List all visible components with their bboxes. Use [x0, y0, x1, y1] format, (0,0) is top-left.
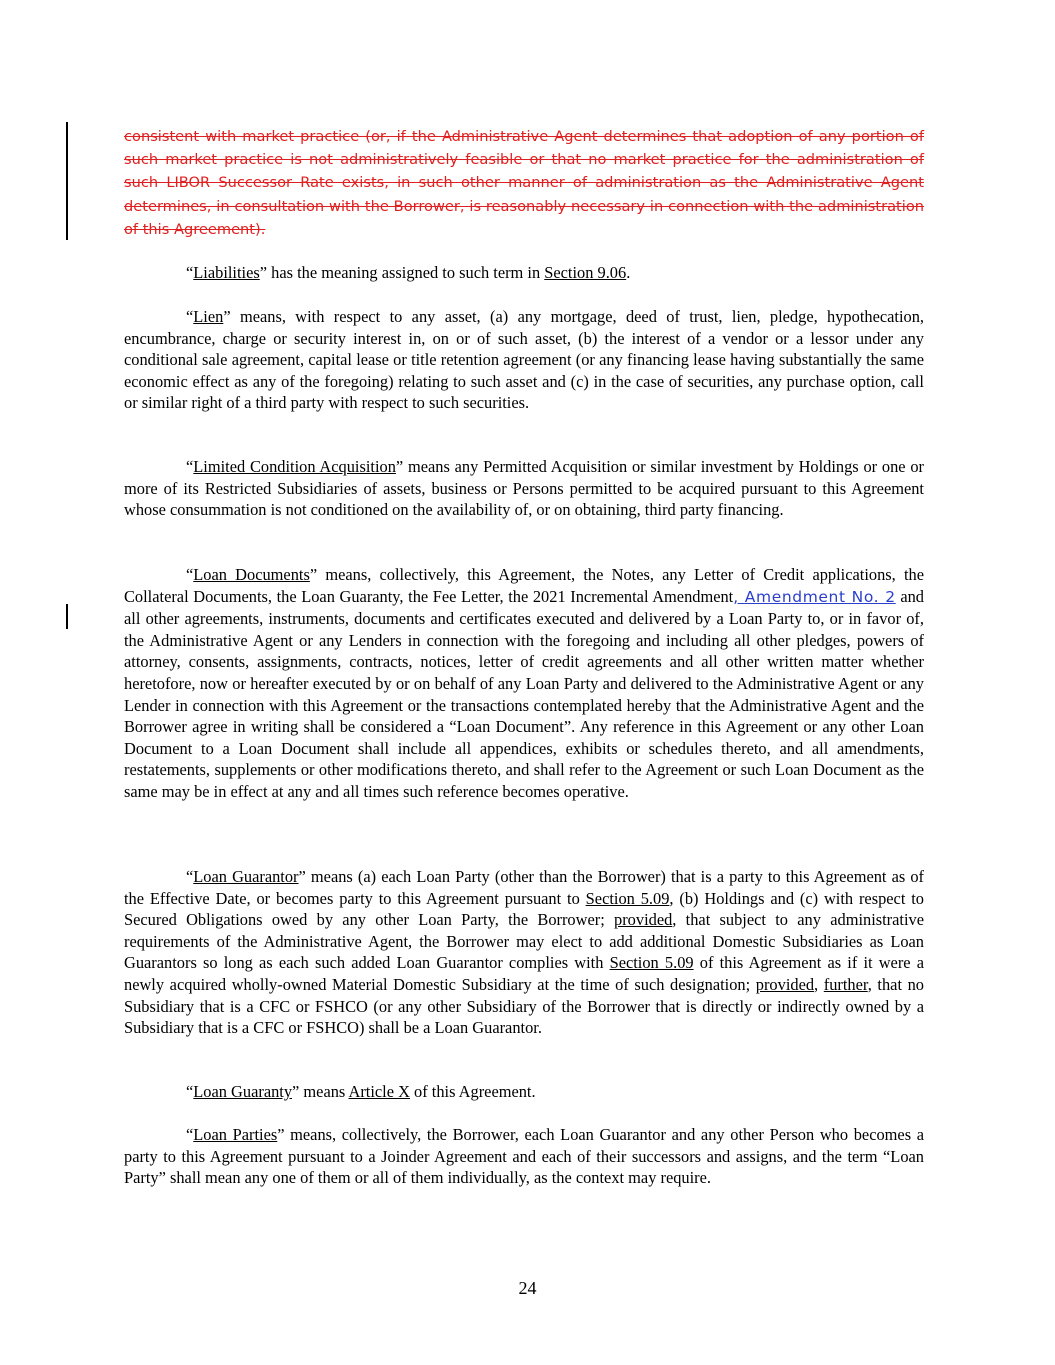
defined-term: Limited Condition Acquisition — [193, 457, 396, 476]
defined-term: Loan Parties — [193, 1125, 278, 1144]
definition-loan-guarantor: “Loan Guarantor” means (a) each Loan Party (other than the Borrower) that is a party to this Agreement as of the Effective Date, or becomes party to this Agreement pursuant to Section 5.09, (b) Holdings and (c) with respect to Secured Obligations owed by any other Loan Party, the Borrower; provided, that subject to any administrative requirements of the Administrative Agent, the Borrower may elect to add additional Domestic Subsidiaries as Loan Guarantors so long as each such added Loan Guarantor complies with Section 5.09 of this Agreement as if it were a newly acquired wholly-owned Material Domestic Subsidiary at the time of such designation; provided, further, that no Subsidiary that is a CFC or FSHCO (or any other Subsidiary of the Borrower that is directly or indirectly owned by a Subsidiary that is a CFC or FSHCO) shall be a Loan Guarantor. — [124, 867, 925, 1038]
provided-term: provided — [614, 910, 673, 930]
change-bar — [66, 604, 68, 629]
provided-term: provided — [755, 974, 815, 994]
defined-term: Loan Guaranty — [193, 1082, 293, 1101]
defined-term: Loan Guarantor — [193, 867, 299, 886]
article-reference: Article X — [348, 1082, 410, 1101]
section-reference: Section 9.06 — [544, 263, 627, 282]
section-reference: Section 5.09 — [585, 888, 670, 908]
defined-term: Loan Documents — [193, 565, 310, 584]
defined-term: Liabilities — [193, 263, 260, 282]
definition-loan-guaranty: “Loan Guaranty” means Article X of this Agreement. — [186, 1082, 536, 1101]
definition-loan-documents: “Loan Documents” means, collectively, this Agreement, the Notes, any Letter of Credit applications, the Collateral Documents, the Loan Guaranty, the Fee Letter, the 2021 Incremental Amendment, Amendment No. 2 and all other agreements, instruments, documents and certificates executed and delivered by a Loan Party to, or in favor of, the Administrative Agent or any Lenders in connection with the foregoing and including all other pledges, powers of attorney, consents, assignments, contracts, notices, letter of credit agreements and all other written matter whether heretofore, now or hereafter executed by or on behalf of any Loan Party and delivered to the Administrative Agent or any Lender in connection with this Agreement or the transactions contemplated hereby that the Administrative Agent and the Borrower agree in writing shall be considered a “Loan Document”. Any reference in this Agreement or any other Loan Document to a Loan Document shall include all appendices, exhibits or schedules thereto, and all amendments, restatements, supplements or other modifications thereto, and shall refer to the Agreement or such Loan Document as the same may be in effect at any and all times such reference becomes operative. — [124, 565, 924, 801]
definition-loan-parties: “Loan Parties” means, collectively, the Borrower, each Loan Guarantor and any other Person who becomes a party to this Agreement pursuant to a Joinder Agreement and each of their successors and assigns, and the term “Loan Party” shall mean any one of them or all of them individually, as the context may require. — [124, 1125, 924, 1188]
definition-limited-condition-acquisition: “Limited Condition Acquisition” means any Permitted Acquisition or similar investment by Holdings or one or more of its Restricted Subsidiaries of assets, business or Persons permitted to be acquired pursuant to this Agreement whose consummation is not conditioned on the availability of, or on obtaining, third party financing. — [124, 457, 924, 520]
change-bar — [66, 122, 68, 240]
definition-lien: “Lien” means, with respect to any asset, (a) any mortgage, deed of trust, lien, pledge, hypothecation, encumbrance, charge or security interest in, on or of such asset, (b) the interest of a vendor or a lessor under any conditional sale agreement, capital lease or title retention agreement (or any financing lease having substantially the same economic effect as any of the foregoing) relating to such asset and (c) in the case of securities, any purchase option, call or similar right of a third party with respect to such securities. — [124, 307, 924, 413]
section-reference: Section 5.09 — [609, 953, 694, 973]
page-number: 24 — [518, 1278, 537, 1298]
further-term: further — [823, 974, 868, 994]
definition-liabilities: “Liabilities” has the meaning assigned to such term in Section 9.06. — [186, 263, 631, 282]
deleted-text-block: consistent with market practice (or, if the Administrative Agent determines that adoption of any portion of such market practice is not administratively feasible or that no market practice for the administration of such LIBOR Successor Rate exists, in such other manner of administration as the Administrative Agent determines, in consultation with the Borrower, is reasonably necessary in connection with the administration of this Agreement). — [124, 128, 924, 238]
inserted-text: , Amendment No. 2 — [733, 587, 896, 606]
defined-term: Lien — [193, 307, 224, 326]
